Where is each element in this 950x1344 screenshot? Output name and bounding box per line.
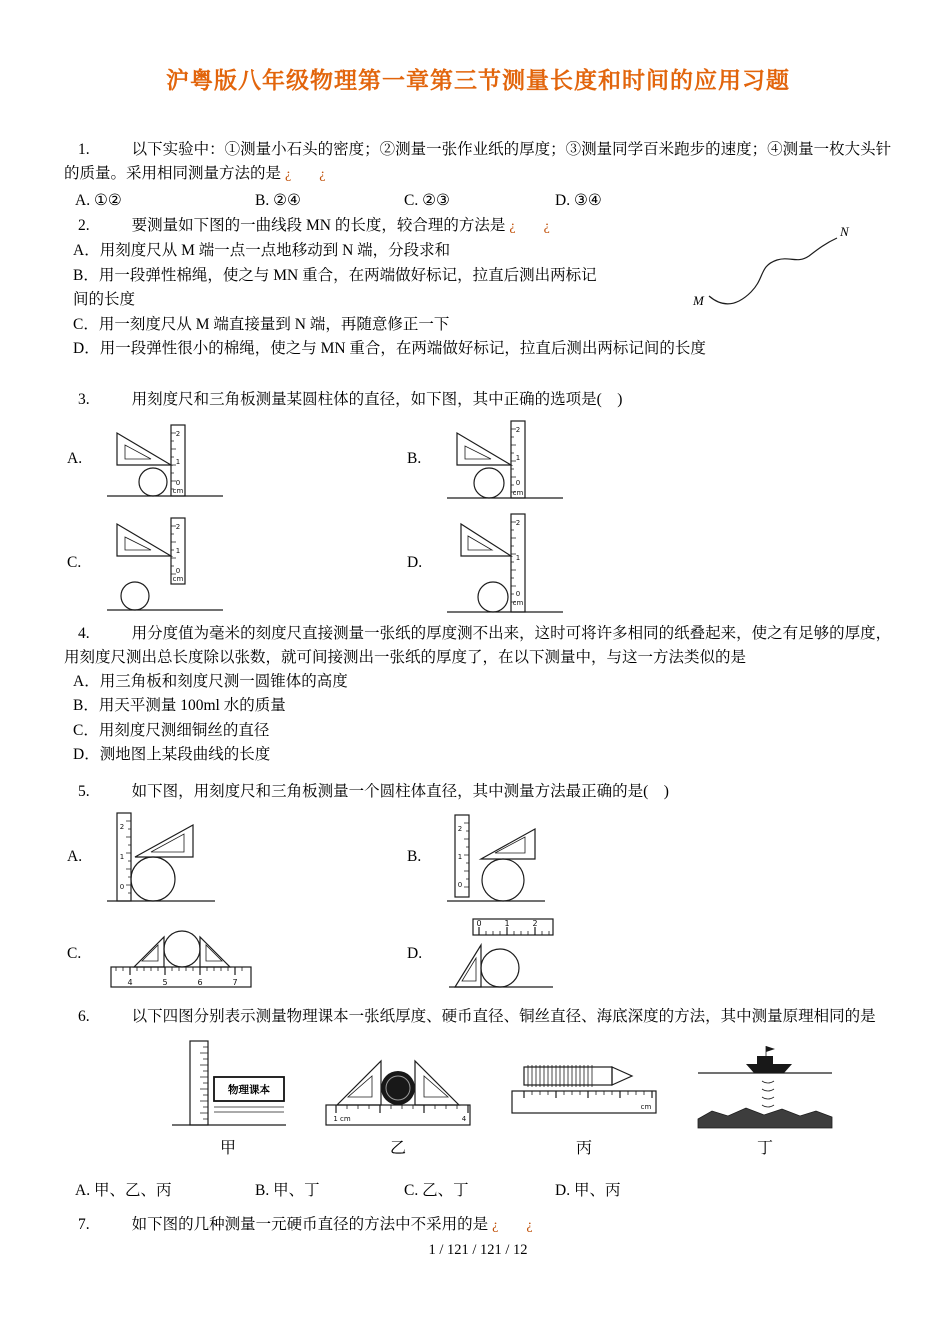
answer-blank: ¿ ¿ [285, 167, 333, 182]
ruler-zero-label: 0 [175, 479, 181, 487]
ruler-major-ticks [524, 1091, 652, 1098]
right-set-square-inner [206, 945, 222, 961]
question-4 [64, 622, 892, 768]
cylinder [478, 582, 508, 612]
ruler-triangle-cylinder-figure [105, 809, 217, 905]
question-6 [64, 1005, 892, 1203]
triangle-ruler-cylinder-figure [105, 419, 225, 499]
ruler-label-1: 1 [457, 852, 463, 861]
option-label-d: D. [407, 944, 423, 962]
ruler-unit-label: cm [640, 1102, 652, 1111]
ship-sonar-figure [694, 1041, 836, 1129]
set-square [481, 829, 535, 859]
ruler-number-2: 2 [532, 918, 538, 928]
option-label-b: B. [407, 450, 422, 467]
option-d: D．用一段弹性很小的棉绳，使之与 MN 重合，在两端做好标记，拉直后测出两标记间的长度 [73, 340, 706, 357]
curve-label-m: M [693, 293, 704, 308]
question-number: 1. [78, 141, 90, 158]
curve-line [709, 238, 837, 304]
cylinder [121, 582, 149, 610]
ruler-mid-label: 1 [175, 546, 181, 555]
option-row [64, 1179, 892, 1203]
ship-cabin [757, 1056, 773, 1064]
set-square-inner [465, 446, 491, 459]
triangle-ruler-cylinder-figure [445, 417, 565, 502]
cylinder [482, 859, 524, 901]
question-number: 2. [78, 217, 90, 234]
ruler-book-figure [168, 1037, 288, 1129]
ruler-number-0: 0 [476, 918, 482, 928]
curve-figure-svg [687, 222, 862, 317]
option-a: A. ①② [75, 192, 122, 209]
figure-label-yi: 乙 [389, 1139, 406, 1157]
ruler-label-0: 0 [119, 882, 125, 891]
cylinder [474, 468, 504, 498]
q5-figures [67, 809, 892, 995]
cylinder [164, 931, 200, 967]
page-number: 1 / 121 / 121 / 12 [428, 1241, 528, 1258]
figure-label-ding: 丁 [756, 1139, 773, 1157]
ruler-top-label: 2 [175, 522, 181, 531]
set-square-inner [468, 536, 492, 550]
q3-figures [67, 417, 892, 616]
ruler-number-5: 5 [162, 977, 168, 987]
question-stem [64, 1005, 892, 1029]
q5-figure-c [67, 913, 407, 995]
ruler-number-6: 6 [197, 977, 203, 987]
stem-text: 如下图的几种测量一元硬币直径的方法中不采用的是 [131, 1215, 489, 1233]
set-square-inner [495, 837, 525, 853]
wire-coil [528, 1065, 592, 1087]
option-d: D．测地图上某段曲线的长度 [73, 746, 271, 763]
option-d: D. ③④ [555, 192, 602, 209]
stem-text: 如下图，用刻度尺和三角板测量一个圆柱体直径，其中测量方法最正确的是( ) [131, 782, 669, 800]
answer-blank: ¿ ¿ [509, 219, 557, 234]
ruler-mid-label: 1 [175, 458, 181, 466]
option-label-c: C. [67, 944, 82, 962]
question-stem [64, 622, 892, 670]
q6-figures [168, 1037, 892, 1159]
ruler-top-label: 2 [515, 425, 521, 434]
ruler-number-4: 4 [127, 977, 133, 987]
q3-figure-c [67, 510, 407, 616]
option-d: D. 甲、丙 [555, 1181, 621, 1199]
stem-text: 以下实验中：①测量小石头的密度；②测量一张作业纸的厚度；③测量同学百米跑步的速度；④测量一枚大头针的质量。采用相同测量方法的是 [64, 141, 892, 182]
coin-triangles-ruler-figure [322, 1047, 474, 1129]
q3-figure-b [407, 417, 892, 502]
question-number: 6. [78, 1007, 90, 1025]
option-b: B．用一段弹性棉绳，使之与 MN 重合，在两端做好标记，拉直后测出两标记间的长度 [73, 266, 597, 308]
figure-label-jia: 甲 [219, 1139, 236, 1157]
ruler-ticks [464, 823, 469, 887]
ruler-label-2: 2 [119, 822, 125, 831]
right-set-square [200, 937, 230, 967]
ruler-label-1: 1 [119, 852, 125, 861]
q5-figure-d [407, 913, 892, 995]
ruler-top-label: 2 [515, 518, 521, 527]
question-number: 4. [78, 624, 90, 642]
stem-text: 以下四图分别表示测量物理课本一张纸厚度、硬币直径、铜丝直径、海底深度的方法，其中测量原理相同的是 [131, 1007, 876, 1025]
horizontal-ruler-two-triangles-figure [105, 915, 257, 993]
cylinder [131, 857, 175, 901]
answer-blank: ¿ ¿ [492, 1217, 540, 1233]
ruler-number-7: 7 [232, 977, 238, 987]
figure-label-bing: 丙 [575, 1139, 592, 1157]
set-square [461, 524, 511, 556]
triangle-ruler-cylinder-figure [445, 510, 565, 616]
option-c: C．用一刻度尺从 M 端直接量到 N 端，再随意修正一下 [73, 315, 450, 333]
ruler-unit-label: cm [172, 487, 184, 495]
ruler-ticks [126, 821, 131, 893]
top-ruler-triangle-cylinder-figure [445, 913, 557, 995]
left-set-square-inner [142, 945, 158, 961]
page-title: 沪粤版八年级物理第一章第三节测量长度和时间的应用习题 [166, 68, 790, 93]
option-a: A．用刻度尺从 M 端一点一点地移动到 N 端，分段求和 [73, 242, 451, 259]
option-c: C. ②③ [404, 192, 450, 209]
ruler-unit-label: cm [172, 574, 184, 583]
set-square-inner [462, 958, 476, 981]
option-label-d: D. [407, 553, 423, 571]
option-label-b: B. [407, 847, 422, 865]
ruler-unit-label: cm [512, 488, 524, 497]
q6-figure-bing [508, 1057, 660, 1159]
ruler-left-label: 1 cm [333, 1114, 351, 1123]
option-c: C. 乙、丁 [404, 1181, 469, 1199]
question-number: 5. [78, 782, 90, 800]
cylinder [139, 468, 167, 496]
question-7 [64, 1213, 892, 1238]
option-a: A. 甲、乙、丙 [75, 1181, 172, 1199]
ruler-unit-label: cm [512, 598, 524, 607]
option-b: B. ②④ [255, 192, 301, 209]
ruler-zero-label: 0 [175, 566, 181, 575]
q5-figure-b [407, 809, 892, 905]
q3-figure-d [407, 510, 892, 616]
ruler-zero-label: 0 [515, 589, 521, 598]
ruler-label-0: 0 [457, 880, 463, 889]
left-set-square [134, 937, 164, 967]
q6-figure-ding [694, 1041, 836, 1159]
q6-figure-jia [168, 1037, 288, 1159]
curve-mn-figure [687, 222, 862, 325]
ship-hull [746, 1064, 792, 1073]
q5-figure-a [67, 809, 407, 905]
seabed [698, 1108, 832, 1128]
option-label-c: C. [67, 553, 82, 571]
book-title: 物理课本 [228, 1084, 270, 1096]
ruler-major-ticks [130, 967, 235, 975]
set-square-inner [125, 445, 151, 459]
wire-coil-ruler-figure [508, 1057, 660, 1129]
ruler-mid-label: 1 [515, 553, 521, 562]
cylinder [481, 949, 519, 987]
left-set-square [337, 1061, 381, 1105]
question-stem [64, 388, 892, 412]
right-set-square [415, 1061, 459, 1105]
ruler-label-2: 2 [457, 824, 463, 833]
left-set-square-inner [348, 1076, 372, 1097]
ruler [512, 1091, 656, 1113]
stem-text: 用分度值为毫米的刻度尺直接测量一张纸的厚度测不出来，这时可将许多相同的纸叠起来，使之有足够的厚度，用刻度尺测出总长度除以张数，就可间接测出一张纸的厚度了，在以下测量中，与这一方法类似的是 [64, 624, 892, 666]
option-b: B．用天平测量 100ml 水的质量 [73, 697, 286, 714]
ruler [473, 919, 553, 935]
q6-figure-yi [322, 1047, 474, 1159]
ruler-ticks [200, 1047, 208, 1119]
sound-waves [762, 1081, 774, 1107]
right-set-square-inner [424, 1076, 448, 1097]
question-3 [64, 388, 892, 616]
option-row [64, 189, 892, 213]
option-a: A．用三角板和刻度尺测一圆锥体的高度 [73, 672, 348, 690]
question-number: 3. [78, 390, 90, 408]
option-b: B. 甲、丁 [255, 1181, 320, 1199]
question-stem [64, 780, 892, 804]
ruler-mid-label: 1 [515, 453, 521, 462]
set-square-inner [125, 537, 151, 550]
question-stem [64, 1213, 892, 1238]
question-stem [64, 138, 892, 187]
q3-figure-a [67, 417, 407, 502]
ruler-zero-label: 0 [515, 478, 521, 487]
ruler-triangle-cylinder-figure [445, 809, 547, 905]
question-5 [64, 780, 892, 995]
option-label-a: A. [67, 847, 83, 865]
option-c: C．用刻度尺测细铜丝的直径 [73, 721, 270, 739]
set-square-inner [151, 834, 184, 852]
curve-label-n: N [840, 224, 849, 239]
triangle-ruler-cylinder-figure [105, 512, 225, 614]
stem-text: 用刻度尺和三角板测量某圆柱体的直径，如下图，其中正确的选项是( ) [131, 390, 623, 408]
book-pages [214, 1107, 284, 1112]
stem-text: 要测量如下图的一曲线段 MN 的长度，较合理的方法是 [131, 217, 506, 234]
question-number: 7. [78, 1215, 90, 1233]
pencil-tip [612, 1067, 632, 1085]
ruler-right-label: 4 [461, 1114, 467, 1123]
ruler-major-ticks [479, 927, 535, 935]
ruler-number-1: 1 [504, 918, 510, 928]
option-label-a: A. [67, 450, 83, 467]
question-2 [64, 214, 892, 362]
ship-flag [766, 1046, 775, 1052]
ruler-top-label: 2 [175, 430, 181, 438]
question-1 [64, 138, 892, 213]
